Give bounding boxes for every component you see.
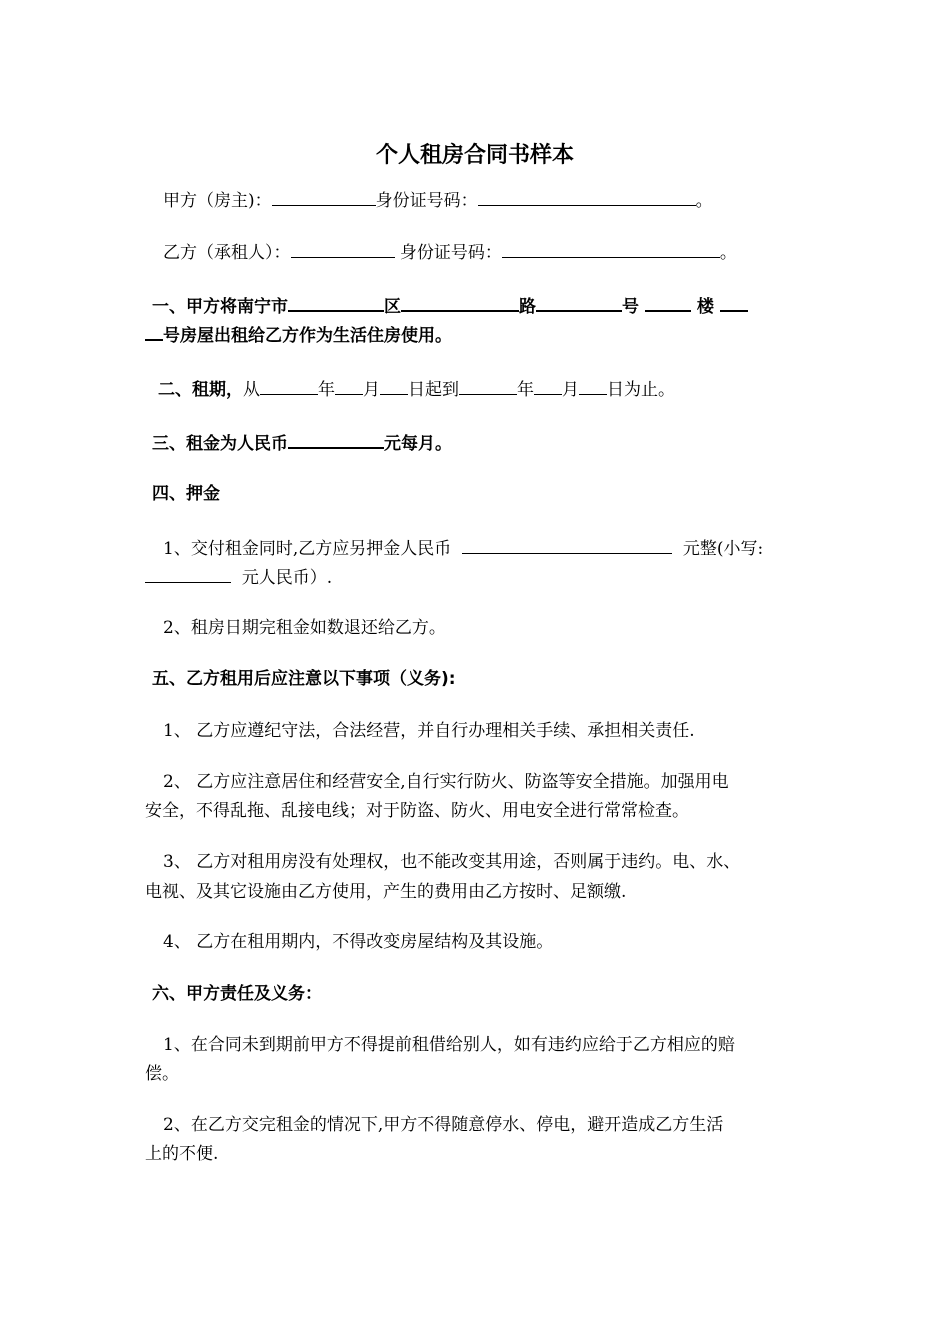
- clause-1-line-1: [152, 296, 748, 316]
- clause-4-1-text-3: 元人民币）.: [241, 568, 333, 588]
- from-label: 从: [243, 380, 260, 400]
- district-label: 区: [384, 297, 401, 317]
- start-month-blank[interactable]: [335, 380, 363, 395]
- end-label: 日为止。: [607, 380, 675, 400]
- clause-6-1-line-1: 1、在合同未到期前甲方不得提前租借给别人，如有违约应给于乙方相应的赔: [163, 1035, 735, 1055]
- road-label: 路: [519, 297, 536, 317]
- end-month-blank[interactable]: [534, 380, 562, 395]
- end-day-blank[interactable]: [579, 380, 607, 395]
- clause-6-heading: 六、甲方责任及义务：: [152, 984, 322, 1004]
- month-label-2: 月: [562, 380, 579, 400]
- month-label: 月: [363, 380, 380, 400]
- party-a-line: [163, 191, 713, 210]
- party-b-id-label: 身份证号码：: [399, 243, 502, 263]
- district-blank[interactable]: [288, 296, 384, 312]
- party-b-id-blank[interactable]: [502, 243, 720, 258]
- clause-3-text-2: 元每月。: [384, 434, 452, 454]
- building-blank[interactable]: [645, 296, 691, 312]
- party-a-id-label: 身份证号码：: [375, 191, 478, 211]
- clause-1-line-2: [145, 325, 452, 345]
- party-b-line: [163, 243, 737, 262]
- day-to-label: 日起到: [408, 380, 459, 400]
- end-year-blank[interactable]: [459, 380, 517, 395]
- clause-5-2-line-1: 2、 乙方应注意居住和经营安全,自行实行防火、防盗等安全措施。加强用电: [163, 772, 729, 792]
- room-blank-b[interactable]: [145, 325, 163, 341]
- start-year-blank[interactable]: [260, 380, 318, 395]
- number-label: 号: [622, 297, 639, 317]
- clause-1-text-2: 号房屋出租给乙方作为生活住房使用。: [163, 326, 452, 346]
- period-mark: 。: [719, 243, 737, 263]
- clause-4-1-line-1: [163, 539, 763, 558]
- party-a-label: 甲方（房主)：: [163, 191, 272, 211]
- clause-6-2-line-1: 2、在乙方交完租金的情况下,甲方不得随意停水、停电，避开造成乙方生活: [163, 1115, 724, 1135]
- clause-1-text: 一、甲方将南宁市: [152, 297, 288, 317]
- building-label: 楼: [696, 297, 714, 317]
- clause-5-3-line-2: 电视、及其它设施由乙方使用，产生的费用由乙方按时、足额缴.: [145, 882, 627, 902]
- party-a-name-blank[interactable]: [272, 191, 376, 206]
- clause-5-1: 1、 乙方应遵纪守法，合法经营，并自行办理相关手续、承担相关责任.: [163, 721, 695, 741]
- party-b-name-blank[interactable]: [291, 243, 395, 258]
- year-label: 年: [318, 380, 335, 400]
- page-title: 个人租房合同书样本: [375, 143, 574, 168]
- clause-4-heading: 四、押金: [152, 484, 220, 504]
- clause-3-line: [152, 433, 452, 453]
- room-blank-a[interactable]: [720, 296, 748, 312]
- party-a-id-blank[interactable]: [478, 191, 696, 206]
- deposit-small-blank[interactable]: [145, 568, 231, 583]
- clause-5-2-line-2: 安全，不得乱拖、乱接电线；对于防盗、防火、用电安全进行常常检查。: [145, 801, 689, 821]
- clause-4-1-line-2: [145, 568, 332, 587]
- clause-4-1-text: 1、交付租金同时,乙方应另押金人民币: [163, 539, 452, 559]
- clause-5-4: 4、 乙方在租用期内，不得改变房屋结构及其设施。: [163, 932, 554, 952]
- year-label-2: 年: [517, 380, 534, 400]
- number-blank[interactable]: [536, 296, 622, 312]
- clause-6-1-line-2: 偿。: [145, 1064, 179, 1084]
- clause-4-2: 2、租房日期完租金如数退还给乙方。: [163, 618, 446, 638]
- clause-2-heading: 二、租期，: [158, 380, 243, 400]
- deposit-blank[interactable]: [462, 539, 672, 554]
- clause-5-heading: 五、乙方租用后应注意以下事项（义务):: [152, 669, 456, 689]
- clause-4-1-text-2: 元整(小写:: [682, 539, 764, 559]
- road-blank[interactable]: [401, 296, 519, 312]
- rent-blank[interactable]: [288, 433, 384, 449]
- clause-6-2-line-2: 上的不便.: [145, 1144, 219, 1164]
- period-mark: 。: [695, 191, 713, 211]
- clause-2-line: [158, 380, 675, 399]
- clause-3-text: 三、租金为人民币: [152, 434, 288, 454]
- party-b-label: 乙方（承租人）：: [163, 243, 291, 263]
- clause-5-3-line-1: 3、 乙方对租用房没有处理权，也不能改变其用途，否则属于违约。电、水、: [163, 852, 741, 872]
- start-day-blank[interactable]: [380, 380, 408, 395]
